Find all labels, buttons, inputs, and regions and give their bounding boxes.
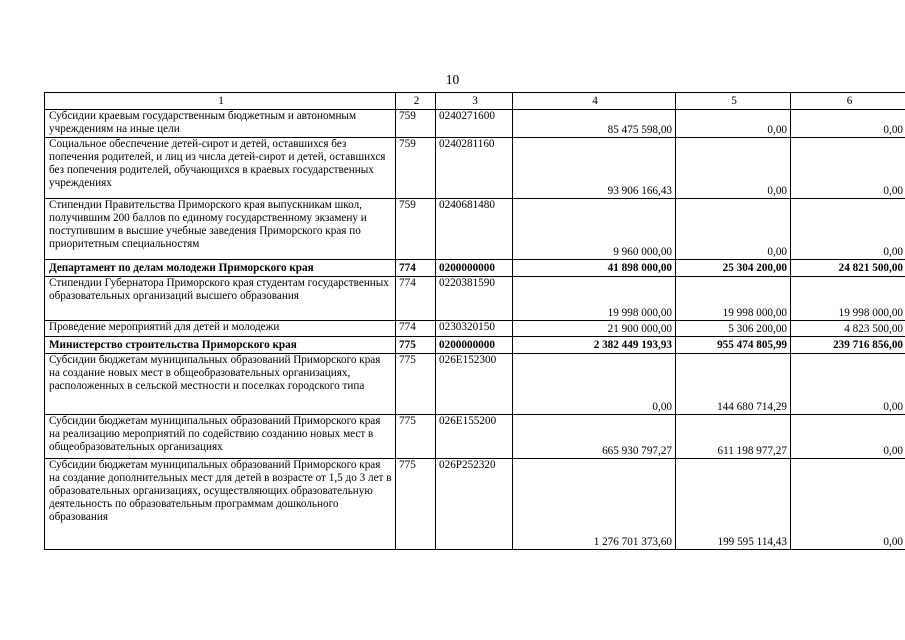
row-value-6-cell: 0,00 <box>791 138 905 199</box>
header-cell: 6 <box>791 93 905 110</box>
row-target-cell: 0220381590 <box>436 277 513 321</box>
row-value-6-cell: 24 821 500,00 <box>791 260 905 277</box>
row-code-cell: 774 <box>396 321 436 337</box>
row-name-cell: Стипендии Правительства Приморского края выпускникам школ, получившим 200 баллов по единому государственному экзамену и поступившим в высшие учебные заведения Приморского края по приоритетным специальностям <box>45 199 396 260</box>
table-row <box>45 138 905 199</box>
budget-table <box>44 92 905 550</box>
row-target-cell: 0230320150 <box>436 321 513 337</box>
row-value-4-cell: 0,00 <box>513 354 676 415</box>
row-name-cell: Субсидии бюджетам муниципальных образований Приморского края на реализацию мероприятий по содействию созданию новых мест в общеобразовательных организациях <box>45 415 396 459</box>
row-value-4-cell: 21 900 000,00 <box>513 321 676 337</box>
row-target-cell: 0200000000 <box>436 337 513 354</box>
row-value-5-cell: 611 198 977,27 <box>676 415 791 459</box>
row-name-cell: Министерство строительства Приморского края <box>45 337 396 354</box>
row-value-6-cell: 0,00 <box>791 459 905 550</box>
row-value-4-cell: 19 998 000,00 <box>513 277 676 321</box>
row-value-4-cell: 41 898 000,00 <box>513 260 676 277</box>
page-number: 10 <box>445 72 460 87</box>
row-code-cell: 774 <box>396 277 436 321</box>
row-code-cell: 759 <box>396 138 436 199</box>
row-value-4-cell: 85 475 598,00 <box>513 110 676 138</box>
header-cell: 3 <box>436 93 513 110</box>
row-value-4-cell: 9 960 000,00 <box>513 199 676 260</box>
row-target-cell: 0240281160 <box>436 138 513 199</box>
row-value-4-cell: 1 276 701 373,60 <box>513 459 676 550</box>
row-value-6-cell: 239 716 856,00 <box>791 337 905 354</box>
row-code-cell: 775 <box>396 337 436 354</box>
header-cell: 5 <box>676 93 791 110</box>
row-value-4-cell: 93 906 166,43 <box>513 138 676 199</box>
table-row <box>45 321 905 337</box>
row-value-5-cell: 5 306 200,00 <box>676 321 791 337</box>
row-code-cell: 759 <box>396 199 436 260</box>
row-value-4-cell: 2 382 449 193,93 <box>513 337 676 354</box>
row-name-cell: Департамент по делам молодежи Приморского края <box>45 260 396 277</box>
row-target-cell: 026E155200 <box>436 415 513 459</box>
row-name-cell: Субсидии краевым государственным бюджетным и автономным учреждениям на иные цели <box>45 110 396 138</box>
table-row <box>45 199 905 260</box>
row-value-6-cell: 0,00 <box>791 415 905 459</box>
row-target-cell: 026P252320 <box>436 459 513 550</box>
header-cell: 4 <box>513 93 676 110</box>
table-row <box>45 354 905 415</box>
row-value-6-cell: 4 823 500,00 <box>791 321 905 337</box>
row-value-5-cell: 19 998 000,00 <box>676 277 791 321</box>
row-name-cell: Социальное обеспечение детей-сирот и детей, оставшихся без попечения родителей, и лиц из числа детей-сирот и детей, оставшихся без попечения родителей, обучающихся в краевых государственных учреждениях <box>45 138 396 199</box>
row-value-5-cell: 0,00 <box>676 199 791 260</box>
row-value-5-cell: 25 304 200,00 <box>676 260 791 277</box>
row-value-6-cell: 0,00 <box>791 199 905 260</box>
row-target-cell: 026E152300 <box>436 354 513 415</box>
header-row <box>45 93 905 110</box>
table-row <box>45 415 905 459</box>
row-name-cell: Стипендии Губернатора Приморского края студентам государственных образовательных организаций высшего образования <box>45 277 396 321</box>
row-code-cell: 775 <box>396 415 436 459</box>
row-value-6-cell: 0,00 <box>791 354 905 415</box>
row-name-cell: Субсидии бюджетам муниципальных образований Приморского края на создание дополнительных мест для детей в возрасте от 1,5 до 3 лет в образовательных организациях, осуществляющих образовательную деятельность по образовательным программам дошкольного образования <box>45 459 396 550</box>
table-row <box>45 459 905 550</box>
row-name-cell: Субсидии бюджетам муниципальных образований Приморского края на создание новых мест в общеобразовательных организациях, расположенных в сельской местности и поселках городского типа <box>45 354 396 415</box>
row-value-6-cell: 19 998 000,00 <box>791 277 905 321</box>
header-cell: 2 <box>396 93 436 110</box>
row-value-4-cell: 665 930 797,27 <box>513 415 676 459</box>
row-target-cell: 0240271600 <box>436 110 513 138</box>
header-cell: 1 <box>45 93 396 110</box>
table-row <box>45 337 905 354</box>
row-code-cell: 775 <box>396 459 436 550</box>
row-value-5-cell: 0,00 <box>676 138 791 199</box>
row-code-cell: 759 <box>396 110 436 138</box>
row-target-cell: 0240681480 <box>436 199 513 260</box>
row-value-5-cell: 955 474 805,99 <box>676 337 791 354</box>
row-code-cell: 774 <box>396 260 436 277</box>
row-value-5-cell: 144 680 714,29 <box>676 354 791 415</box>
row-value-6-cell: 0,00 <box>791 110 905 138</box>
row-value-5-cell: 0,00 <box>676 110 791 138</box>
table-row <box>45 277 905 321</box>
row-target-cell: 0200000000 <box>436 260 513 277</box>
table-row <box>45 110 905 138</box>
row-code-cell: 775 <box>396 354 436 415</box>
row-value-5-cell: 199 595 114,43 <box>676 459 791 550</box>
row-name-cell: Проведение мероприятий для детей и молодежи <box>45 321 396 337</box>
table-row <box>45 260 905 277</box>
